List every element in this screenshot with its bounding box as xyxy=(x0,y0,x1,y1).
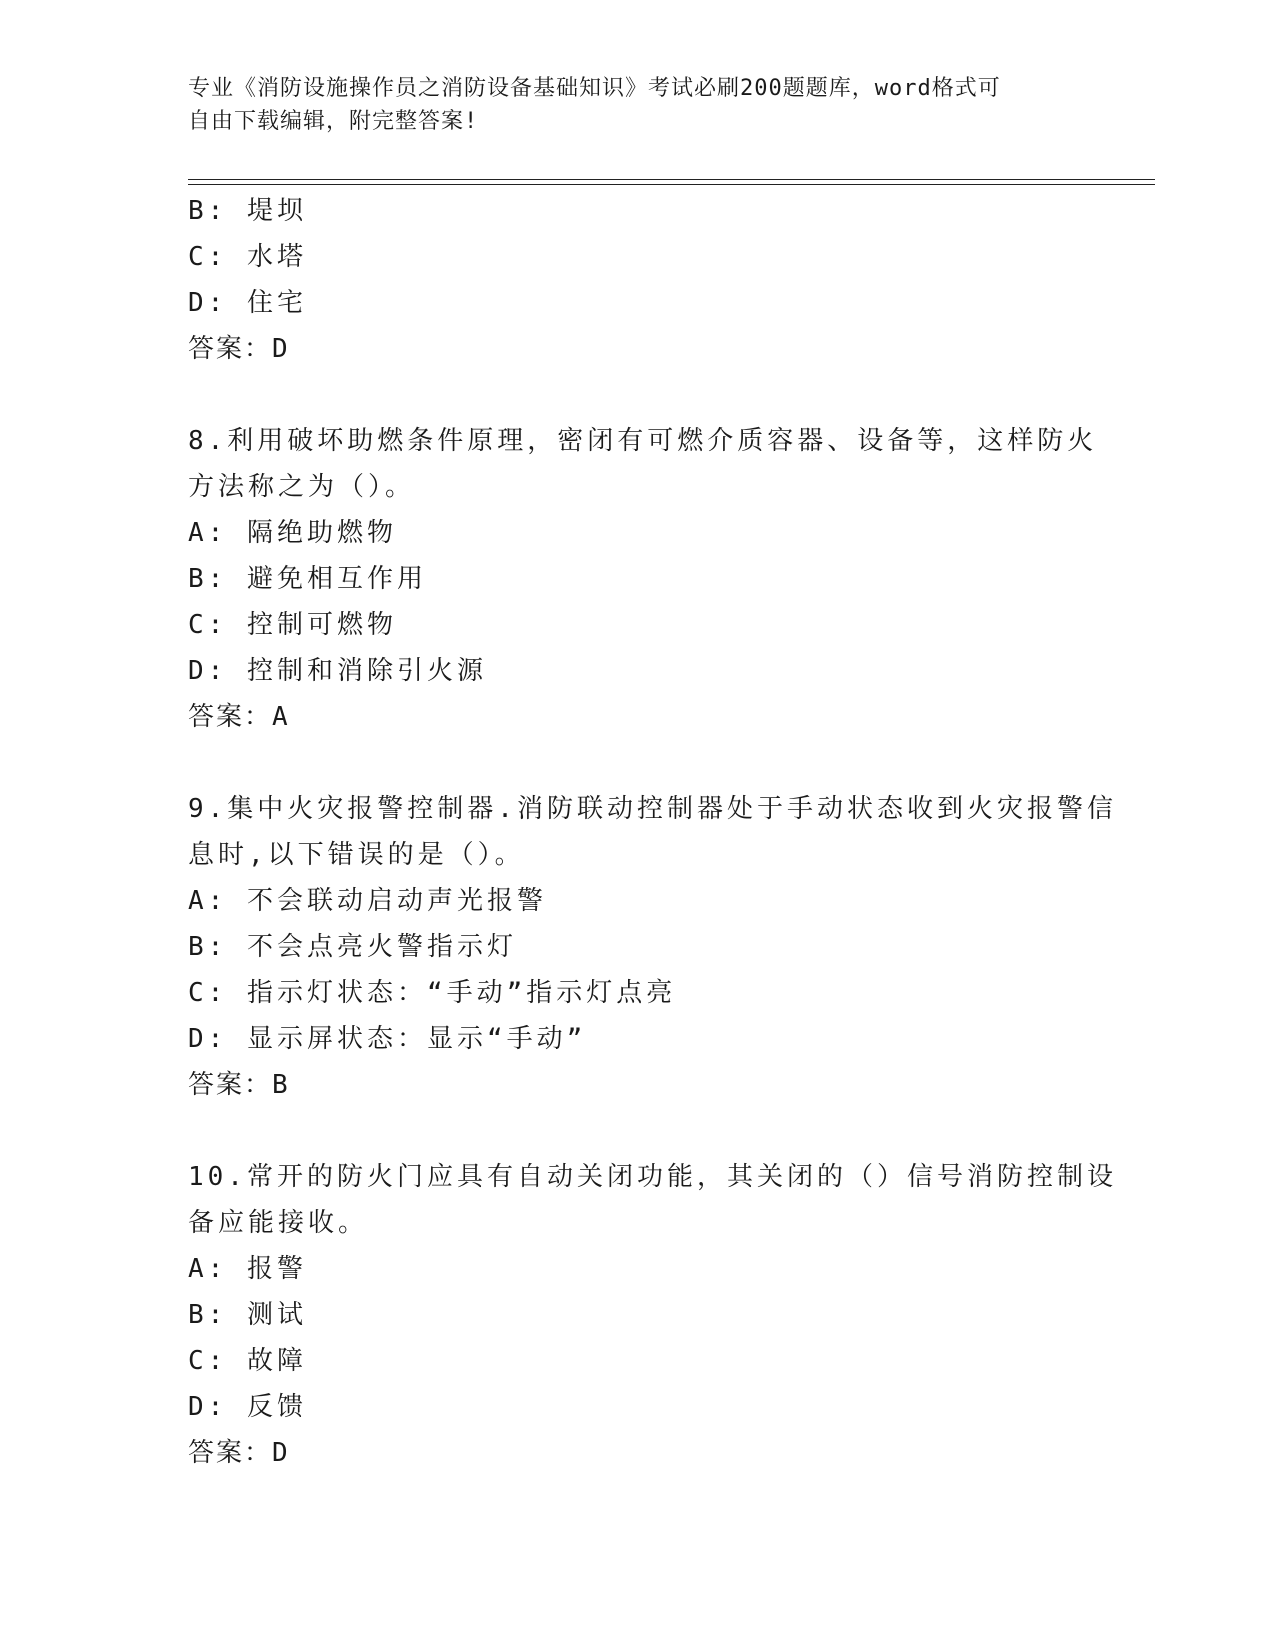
question-8 xyxy=(188,418,1098,740)
header-rule-bottom xyxy=(188,184,1155,185)
option-c: C: 指示灯状态：“手动”指示灯点亮 xyxy=(188,978,677,1008)
option-c: C: 水塔 xyxy=(188,242,307,272)
header-rule-top xyxy=(188,179,1155,180)
answer: 答案：D xyxy=(188,1438,290,1468)
option-a: A: 不会联动启动声光报警 xyxy=(188,886,547,916)
question-text-line-1: 8.利用破坏助燃条件原理，密闭有可燃介质容器、设备等，这样防火 xyxy=(188,426,1098,456)
option-c: C: 故障 xyxy=(188,1346,307,1376)
option-b: B: 堤坝 xyxy=(188,196,307,226)
option-d: D: 显示屏状态：显示“手动” xyxy=(188,1024,587,1054)
option-b: B: 不会点亮火警指示灯 xyxy=(188,932,517,962)
question-text-line-2: 方法称之为（）。 xyxy=(188,472,416,502)
question-text-line-1: 9.集中火灾报警控制器.消防联动控制器处于手动状态收到火灾报警信 xyxy=(188,794,1117,824)
option-d: D: 住宅 xyxy=(188,288,307,318)
question-10 xyxy=(188,1154,1117,1476)
answer: 答案：B xyxy=(188,1070,290,1100)
question-text-line-1: 10.常开的防火门应具有自动关闭功能，其关闭的（）信号消防控制设 xyxy=(188,1162,1117,1192)
question-list xyxy=(188,188,1117,1476)
answer: 答案：A xyxy=(188,702,290,732)
option-a: A: 隔绝助燃物 xyxy=(188,518,397,548)
header-line-1: 专业《消防设施操作员之消防设备基础知识》考试必刷200题题库，word格式可 xyxy=(188,76,1001,101)
option-d: D: 控制和消除引火源 xyxy=(188,656,487,686)
option-b: B: 测试 xyxy=(188,1300,307,1330)
question-text-line-2: 息时,以下错误的是（）。 xyxy=(188,840,525,870)
question-text-line-2: 备应能接收。 xyxy=(188,1208,369,1238)
document-header xyxy=(188,72,1088,138)
option-c: C: 控制可燃物 xyxy=(188,610,397,640)
header-line-2: 自由下载编辑，附完整答案! xyxy=(188,109,479,134)
option-a: A: 报警 xyxy=(188,1254,307,1284)
option-d: D: 反馈 xyxy=(188,1392,307,1422)
question-7-tail xyxy=(188,188,1088,372)
option-b: B: 避免相互作用 xyxy=(188,564,427,594)
answer: 答案：D xyxy=(188,334,290,364)
question-9 xyxy=(188,786,1117,1108)
